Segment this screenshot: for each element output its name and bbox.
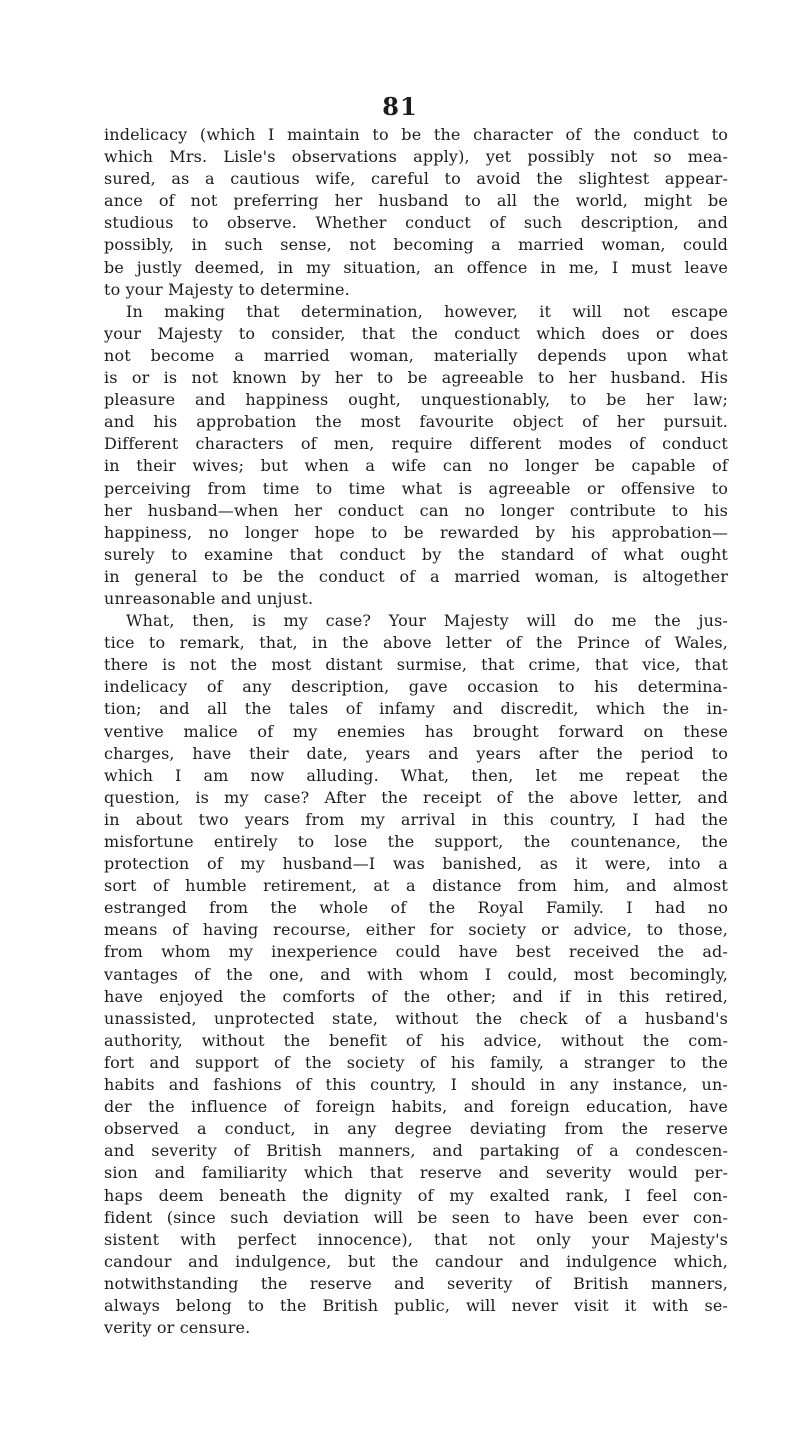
text-line: vantages of the one, and with whom I could, most becomingly,: [104, 964, 728, 984]
text-line: and his approbation the most favourite object of her pursuit.: [104, 412, 728, 432]
text-line: always belong to the British public, will never visit it with se-: [104, 1295, 728, 1315]
paragraph: [104, 124, 728, 301]
text-line: authority, without the benefit of his advice, without the com-: [104, 1030, 728, 1050]
text-line: haps deem beneath the dignity of my exalted rank, I feel con-: [104, 1185, 728, 1205]
text-line: fort and support of the society of his family, a stranger to the: [104, 1052, 728, 1072]
paragraph: [104, 610, 728, 1339]
text-line: your Majesty to consider, that the conduct which does or does: [104, 323, 728, 343]
text-line: charges, have their date, years and years after the period to: [104, 743, 728, 763]
page-number: 81: [382, 92, 418, 121]
text-line: studious to observe. Whether conduct of such description, and: [104, 213, 728, 233]
text-line: unreasonable and unjust.: [104, 588, 314, 608]
text-line: sion and familiarity which that reserve and severity would per-: [104, 1163, 728, 1183]
text-line: possibly, in such sense, not becoming a married woman, could: [104, 235, 728, 255]
text-line: ventive malice of my enemies has brought forward on these: [104, 721, 728, 741]
text-line: her husband—when her conduct can no longer contribute to his: [104, 500, 728, 520]
text-line: notwithstanding the reserve and severity of British manners,: [104, 1273, 728, 1293]
text-line: which I am now alluding. What, then, let me repeat the: [104, 765, 728, 785]
text-line: fident (since such deviation will be seen to have been ever con-: [104, 1207, 728, 1227]
text-line: sort of humble retirement, at a distance from him, and almost: [104, 876, 728, 896]
text-line: question, is my case? After the receipt of the above letter, and: [104, 787, 728, 807]
text-line: in about two years from my arrival in this country, I had the: [104, 809, 728, 829]
text-line: there is not the most distant surmise, that crime, that vice, that: [104, 655, 728, 675]
text-line: in general to be the conduct of a married woman, is altogether: [104, 566, 728, 586]
text-line: habits and fashions of this country, I should in any instance, un-: [104, 1075, 728, 1095]
text-line: be justly deemed, in my situation, an offence in me, I must leave: [104, 257, 728, 277]
text-line: indelicacy of any description, gave occasion to his determina-: [104, 677, 728, 697]
text-line: not become a married woman, materially depends upon what: [104, 345, 728, 365]
text-line: estranged from the whole of the Royal Family. I had no: [104, 898, 728, 918]
text-line: which Mrs. Lisle's observations apply), yet possibly not so mea-: [104, 147, 728, 167]
text-line: tion; and all the tales of infamy and discredit, which the in-: [104, 699, 728, 719]
text-line: sured, as a cautious wife, careful to avoid the slightest appear-: [104, 169, 728, 189]
text-line: tice to remark, that, in the above letter of the Prince of Wales,: [104, 633, 728, 653]
text-line: observed a conduct, in any degree deviating from the reserve: [104, 1119, 728, 1139]
text-line: protection of my husband—I was banished, as it were, into a: [104, 854, 728, 874]
text-line: in their wives; but when a wife can no longer be capable of: [104, 456, 728, 476]
text-line: perceiving from time to time what is agreeable or offensive to: [104, 478, 728, 498]
text-line: In making that determination, however, it will not escape: [126, 301, 728, 321]
text-line: sistent with perfect innocence), that not only your Majesty's: [104, 1229, 728, 1249]
text-line: Different characters of men, require different modes of conduct: [104, 434, 728, 454]
text-line: indelicacy (which I maintain to be the character of the conduct to: [104, 125, 728, 144]
text-line: happiness, no longer hope to be rewarded by his approbation—: [104, 522, 728, 542]
text-line: surely to examine that conduct by the standard of what ought: [104, 544, 728, 564]
text-line: and severity of British manners, and partaking of a condescen-: [104, 1141, 728, 1161]
text-line: means of having recourse, either for society or advice, to those,: [104, 920, 728, 940]
text-line: unassisted, unprotected state, without the check of a husband's: [104, 1008, 728, 1028]
paragraph: [104, 301, 728, 610]
text-line: from whom my inexperience could have best received the ad-: [104, 942, 728, 962]
text-line: pleasure and happiness ought, unquestionably, to be her law;: [104, 390, 728, 410]
text-line: verity or censure.: [104, 1318, 251, 1338]
text-line: misfortune entirely to lose the support, the countenance, the: [104, 832, 728, 851]
text-line: der the influence of foreign habits, and foreign education, have: [104, 1097, 728, 1117]
text-line: to your Majesty to determine.: [104, 279, 350, 299]
text-line: candour and indulgence, but the candour and indulgence which,: [104, 1251, 728, 1271]
text-line: ance of not preferring her husband to all the world, might be: [104, 191, 728, 211]
text-line: is or is not known by her to be agreeable to her husband. His: [104, 368, 728, 388]
text-line: What, then, is my case? Your Majesty will do me the jus-: [126, 611, 728, 631]
text-line: have enjoyed the comforts of the other; and if in this retired,: [104, 986, 728, 1006]
body-text: [104, 124, 728, 1339]
